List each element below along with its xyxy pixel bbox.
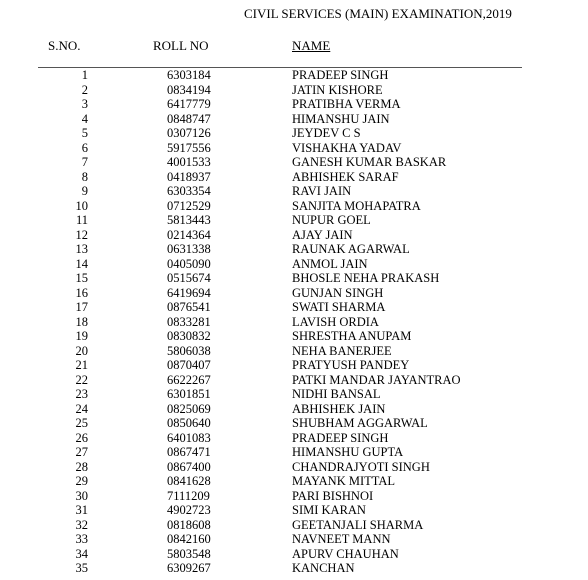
name-cell: KANCHAN <box>292 561 355 575</box>
table-row <box>0 387 588 402</box>
sno-cell: 34 <box>75 546 88 561</box>
name-cell: GANESH KUMAR BASKAR <box>292 155 447 169</box>
table-row <box>0 547 588 562</box>
name-cell: CHANDRAJYOTI SINGH <box>292 459 430 474</box>
name-cell: PARI BISHNOI <box>292 488 374 503</box>
document-title: CIVIL SERVICES (MAIN) EXAMINATION,2019 <box>244 6 512 21</box>
roll-no-cell: 0867471 <box>167 445 211 459</box>
sno-cell: 26 <box>75 430 88 445</box>
table-row <box>0 373 588 388</box>
name-cell: RAUNAK AGARWAL <box>292 242 410 256</box>
roll-no-cell: 5917556 <box>167 140 211 155</box>
roll-no-cell: 0867400 <box>167 459 211 474</box>
roll-no-cell: 0825069 <box>167 401 211 416</box>
sno-cell: 11 <box>75 213 88 227</box>
table-row <box>0 489 588 504</box>
name-cell: LAVISH ORDIA <box>292 314 379 329</box>
name-cell: SHUBHAM AGGARWAL <box>292 416 428 430</box>
sno-cell: 29 <box>75 474 88 488</box>
roll-no-cell: 0833281 <box>167 314 211 329</box>
sno-cell: 1 <box>81 68 88 82</box>
table-row <box>0 358 588 373</box>
sno-cell: 32 <box>75 517 88 532</box>
table-row <box>0 97 588 112</box>
sno-cell: 7 <box>81 155 88 169</box>
name-cell: NUPUR GOEL <box>292 213 371 227</box>
sno-cell: 19 <box>75 329 88 343</box>
table-row <box>0 344 588 359</box>
name-cell: GEETANJALI SHARMA <box>292 517 424 532</box>
sno-cell: 28 <box>75 459 88 474</box>
sno-cell: 27 <box>75 445 88 459</box>
roll-no-cell: 0712529 <box>167 198 211 213</box>
sno-cell: 20 <box>75 343 88 358</box>
table-row <box>0 518 588 533</box>
roll-no-cell: 0631338 <box>167 242 211 256</box>
sno-cell: 18 <box>75 314 88 329</box>
sno-cell: 12 <box>75 227 88 242</box>
roll-no-cell: 4001533 <box>167 155 211 169</box>
name-cell: ABHISHEK SARAF <box>292 169 399 184</box>
table-row <box>0 315 588 330</box>
sno-cell: 30 <box>75 488 88 503</box>
name-cell: VISHAKHA YADAV <box>292 140 402 155</box>
table-row <box>0 126 588 141</box>
sno-cell: 25 <box>75 416 88 430</box>
table-row <box>0 431 588 446</box>
name-cell: HIMANSHU JAIN <box>292 111 390 126</box>
roll-no-cell: 5813443 <box>167 213 211 227</box>
name-cell: SWATI SHARMA <box>292 300 386 314</box>
roll-no-cell: 6303354 <box>167 184 211 198</box>
name-cell: JATIN KISHORE <box>292 82 383 97</box>
table-row <box>0 503 588 518</box>
name-cell: RAVI JAIN <box>292 184 352 198</box>
table-row <box>0 416 588 431</box>
header-roll-no: ROLL NO <box>153 38 209 53</box>
roll-no-cell: 5806038 <box>167 343 211 358</box>
sno-cell: 23 <box>75 387 88 401</box>
table-row <box>0 112 588 127</box>
roll-no-cell: 5803548 <box>167 546 211 561</box>
name-cell: APURV CHAUHAN <box>292 546 399 561</box>
name-cell: PRATYUSH PANDEY <box>292 358 410 372</box>
roll-no-cell: 6419694 <box>167 285 211 300</box>
table-row <box>0 83 588 98</box>
table-row <box>0 300 588 315</box>
roll-no-cell: 4902723 <box>167 503 211 517</box>
name-cell: BHOSLE NEHA PRAKASH <box>292 271 440 285</box>
name-cell: SHRESTHA ANUPAM <box>292 329 412 343</box>
table-row <box>0 445 588 460</box>
table-row <box>0 474 588 489</box>
sno-cell: 16 <box>75 285 88 300</box>
roll-no-cell: 6309267 <box>167 561 211 575</box>
roll-no-cell: 0830832 <box>167 329 211 343</box>
table-row <box>0 402 588 417</box>
roll-no-cell: 0841628 <box>167 474 211 488</box>
table-row <box>0 271 588 286</box>
roll-no-cell: 0876541 <box>167 300 211 314</box>
sno-cell: 3 <box>81 97 88 111</box>
sno-cell: 15 <box>75 271 88 285</box>
sno-cell: 8 <box>81 169 88 184</box>
roll-no-cell: 7111209 <box>167 488 210 503</box>
roll-no-cell: 0834194 <box>167 82 211 97</box>
roll-no-cell: 0515674 <box>167 271 211 285</box>
sno-cell: 4 <box>81 111 88 126</box>
table-row <box>0 460 588 475</box>
name-cell: PRATIBHA VERMA <box>292 97 401 111</box>
table-row <box>0 213 588 228</box>
sno-cell: 9 <box>81 184 88 198</box>
sno-cell: 10 <box>75 198 88 213</box>
name-cell: SIMI KARAN <box>292 503 366 517</box>
sno-cell: 13 <box>75 242 88 256</box>
table-row <box>0 242 588 257</box>
table-row <box>0 184 588 199</box>
roll-no-cell: 6417779 <box>167 97 211 111</box>
roll-no-cell: 0850640 <box>167 416 211 430</box>
roll-no-cell: 0214364 <box>167 227 211 242</box>
name-cell: JEYDEV C S <box>292 126 361 140</box>
roll-no-cell: 6622267 <box>167 372 211 387</box>
name-cell: NIDHI BANSAL <box>292 387 381 401</box>
table-row <box>0 199 588 214</box>
name-cell: GUNJAN SINGH <box>292 285 384 300</box>
roll-no-cell: 0418937 <box>167 169 211 184</box>
name-cell: SANJITA MOHAPATRA <box>292 198 421 213</box>
roll-no-cell: 0307126 <box>167 126 211 140</box>
table-row <box>0 257 588 272</box>
roll-no-cell: 0405090 <box>167 256 211 271</box>
sno-cell: 2 <box>81 82 88 97</box>
roll-no-cell: 6301851 <box>167 387 211 401</box>
table-row <box>0 561 588 576</box>
table-row <box>0 532 588 547</box>
roll-no-cell: 0848747 <box>167 111 211 126</box>
name-cell: HIMANSHU GUPTA <box>292 445 404 459</box>
name-cell: PRADEEP SINGH <box>292 68 389 82</box>
table-row <box>0 228 588 243</box>
name-cell: NEHA BANERJEE <box>292 343 392 358</box>
roll-no-cell: 6303184 <box>167 68 211 82</box>
name-cell: PATKI MANDAR JAYANTRAO <box>292 372 461 387</box>
table-row <box>0 155 588 170</box>
sno-cell: 6 <box>81 140 88 155</box>
table-row <box>0 141 588 156</box>
sno-cell: 31 <box>75 503 88 517</box>
table-row <box>0 68 588 83</box>
sno-cell: 35 <box>75 561 88 575</box>
sno-cell: 24 <box>75 401 88 416</box>
sno-cell: 14 <box>75 256 88 271</box>
sno-cell: 17 <box>75 300 88 314</box>
table-row <box>0 170 588 185</box>
table-row <box>0 286 588 301</box>
name-cell: NAVNEET MANN <box>292 532 391 546</box>
table-row <box>0 329 588 344</box>
sno-cell: 21 <box>75 358 88 372</box>
roll-no-cell: 0870407 <box>167 358 211 372</box>
header-sno: S.NO. <box>48 38 81 53</box>
roll-no-cell: 0818608 <box>167 517 211 532</box>
sno-cell: 5 <box>81 126 88 140</box>
name-cell: ABHISHEK JAIN <box>292 401 386 416</box>
roll-no-cell: 0842160 <box>167 532 211 546</box>
name-cell: ANMOL JAIN <box>292 256 368 271</box>
name-cell: MAYANK MITTAL <box>292 474 396 488</box>
name-cell: AJAY JAIN <box>292 227 353 242</box>
roll-no-cell: 6401083 <box>167 430 211 445</box>
header-name: NAME <box>292 38 331 53</box>
sno-cell: 22 <box>75 372 88 387</box>
sno-cell: 33 <box>75 532 88 546</box>
name-cell: PRADEEP SINGH <box>292 430 389 445</box>
